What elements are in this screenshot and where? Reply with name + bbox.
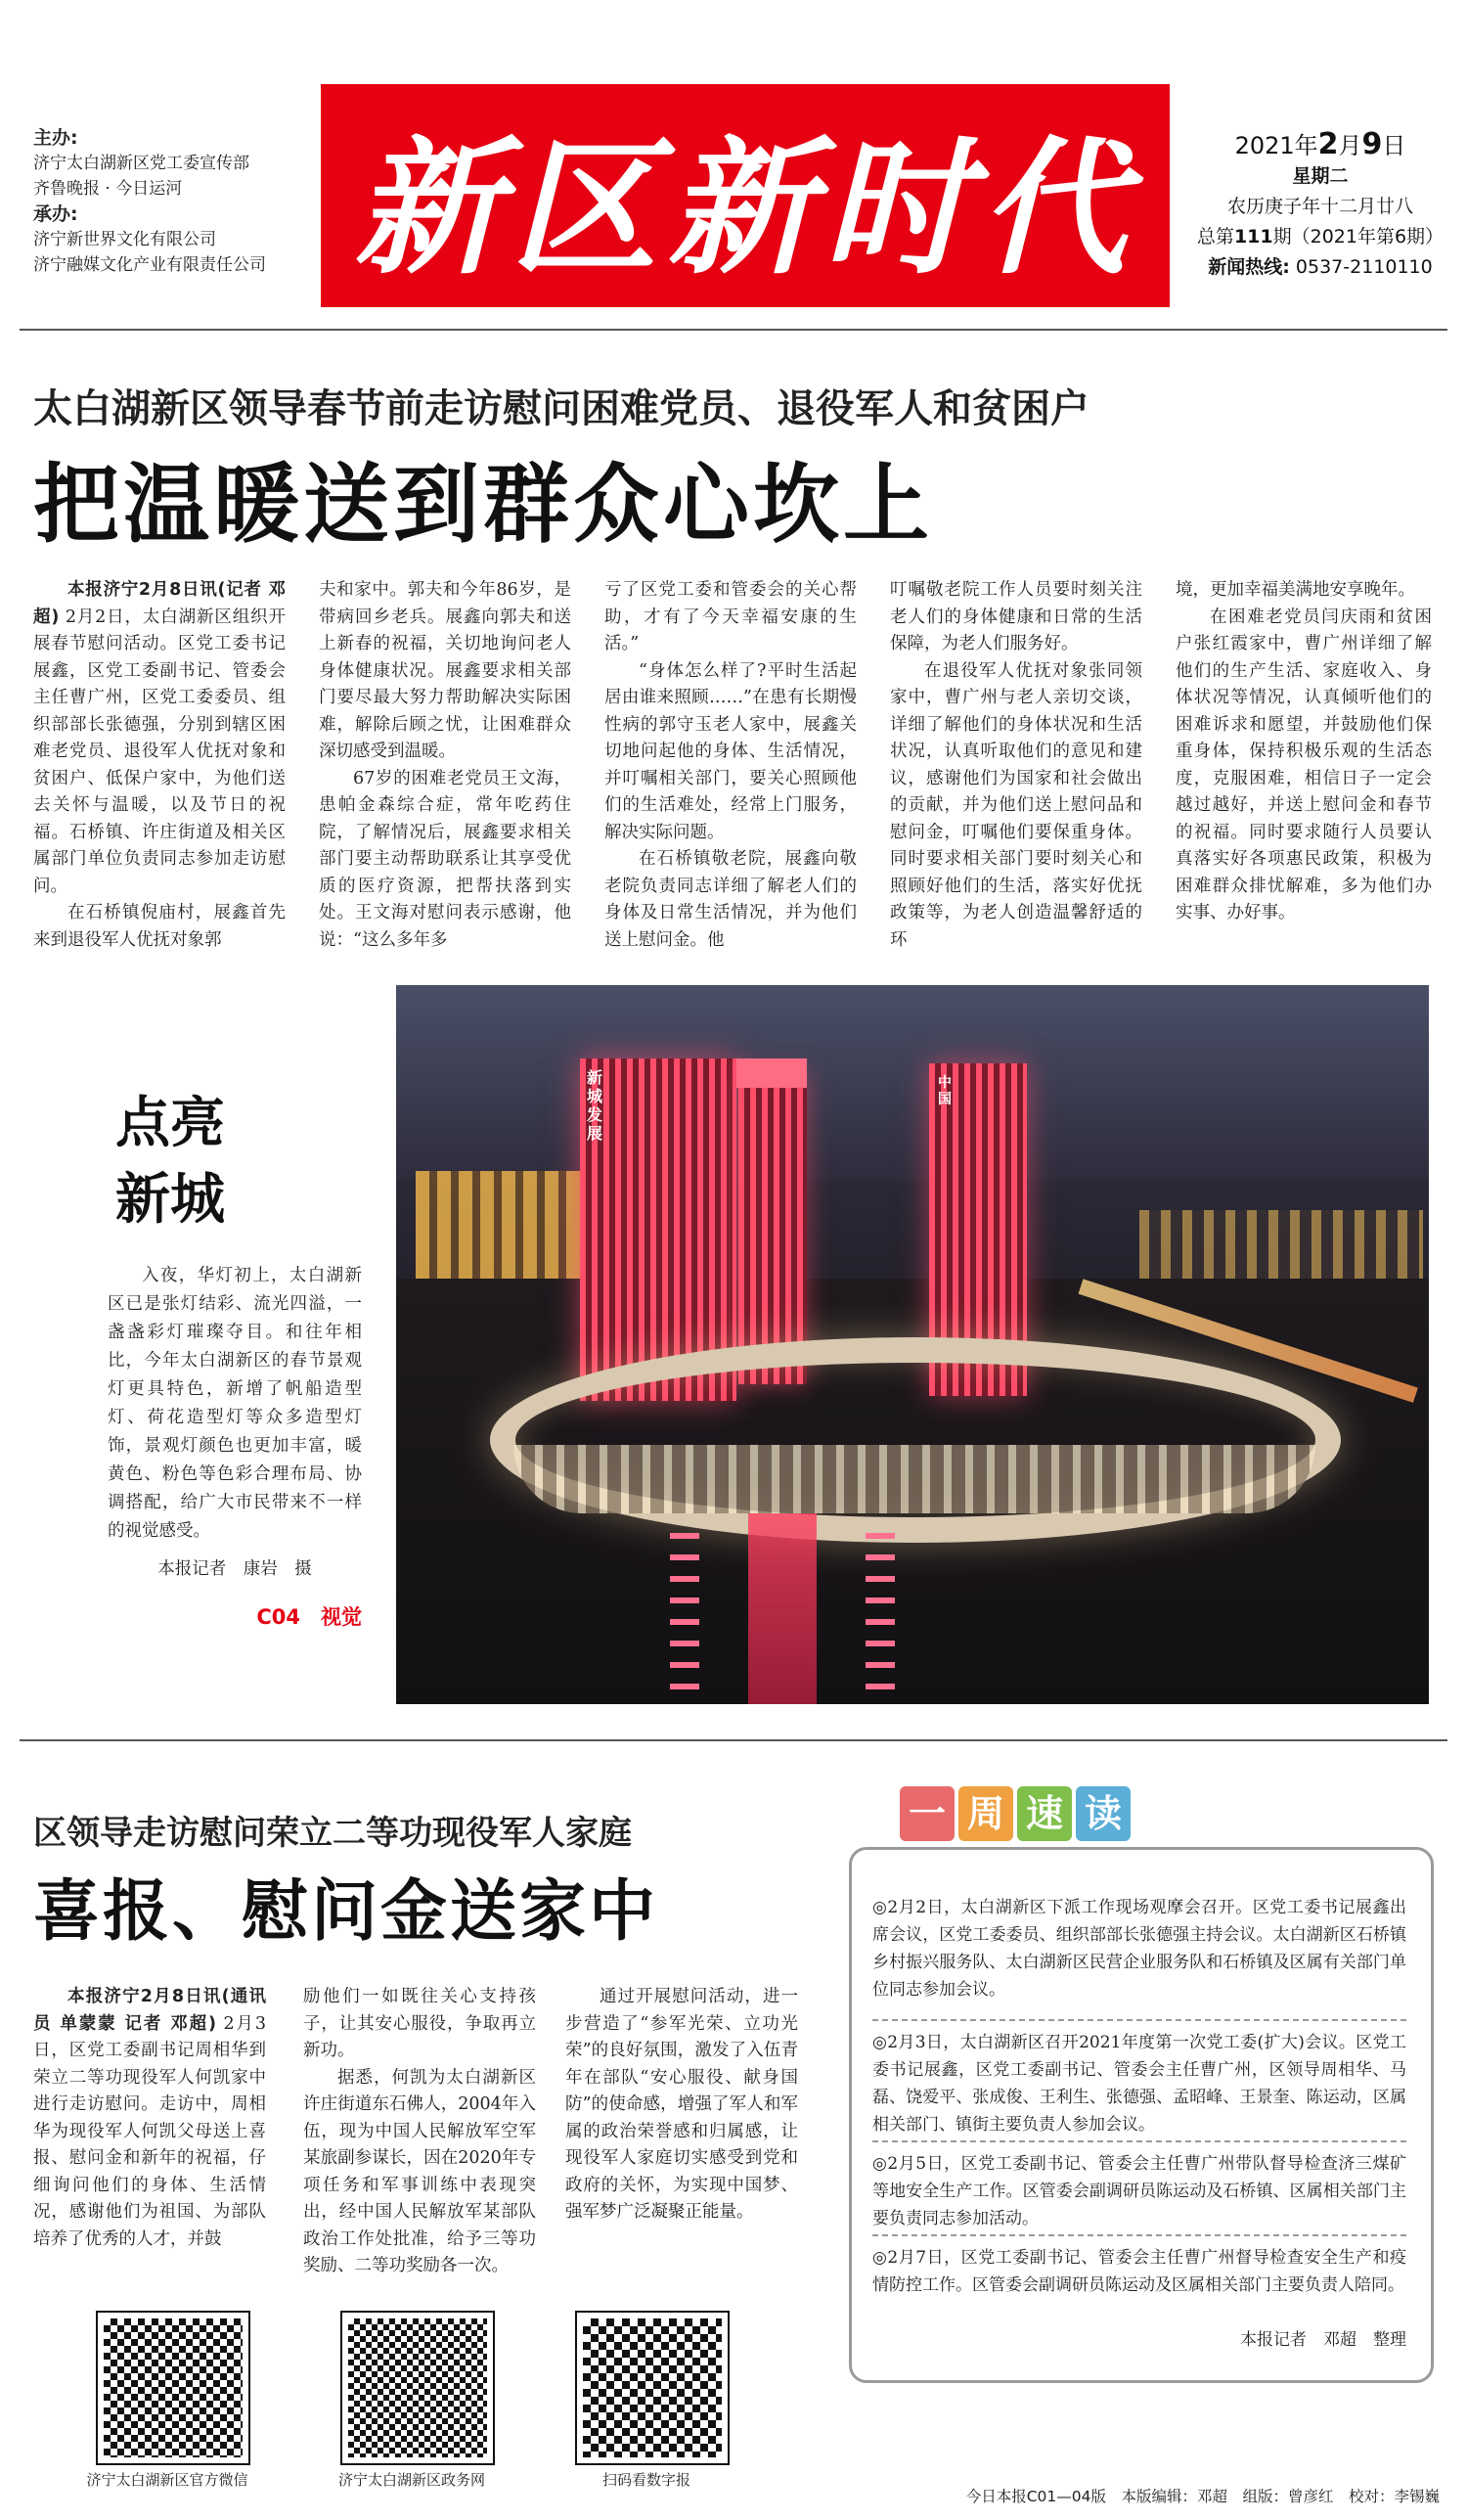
story1-col2-p1: 夫和家中。郭夫和今年86岁，是带病回乡老兵。展鑫向郭夫和送上新春的祝福，关切地询问老人身体健康状况。展鑫要求相关部门要尽最大努力帮助解决实际困难，解除后顾之忧，让困难群众深切感受到温暖。 xyxy=(319,580,571,761)
story1-col1-p1: 2月2日，太白湖新区组织开展春节慰问活动。区党工委书记展鑫，区党工委副书记、管委会主任曹广州，区党工委委员、组织部部长张德强，分别到辖区困难老党员、退役军人优抚对象和贫困户、低保户家中，为他们送去关怀与温暖，以及节日的祝福。石桥镇、许庄街道及相关区属部门单位负责同志参加走访慰问。 xyxy=(33,607,286,896)
date-day-unit: 日 xyxy=(1382,132,1406,159)
feature-ref-page: C04 xyxy=(256,1605,300,1629)
feature-title-line-1: 点亮 xyxy=(115,1092,225,1155)
story2-column-1 xyxy=(33,1984,266,2253)
weekly-title-char-4: 读 xyxy=(1076,1786,1131,1841)
lunar-date: 农历庚子年十二月廿八 xyxy=(1226,196,1413,217)
story2-col2-p2: 据悉，何凯为太白湖新区许庄街道东石佛人，2004年入伍，现为中国人民解放军空军某旅副参谋长，因在2020年专项任务和军事训练中表现突出，经中国人民解放军某部队政治工作处批准，给予三等功奖励、二等功奖励各一次。 xyxy=(303,2067,536,2275)
story1-headline: 把温暖送到群众心坎上 xyxy=(33,454,934,555)
story1-col5-p2: 在困难老党员闫庆雨和贫困户张红霞家中，曹广州详细了解他们的生产生活、家庭收入、身体状况等情况，认真倾听他们的困难诉求和愿望，并鼓励他们保重身体，保持积极乐观的生活态度，克服困难，相信日子一定会越过越好，并送上慰问金和春节的祝福。同时要求随行人员要认真落实好各项惠民政策，积极为困难群众排忧解难，多为他们办实事、办好事。 xyxy=(1176,607,1432,922)
masthead-title: 新区新时代 xyxy=(353,122,1136,294)
weekly-divider xyxy=(872,2019,1406,2021)
qr-wechat-caption: 济宁太白湖新区官方微信 xyxy=(86,2471,248,2489)
weekly-title-char-1: 一 xyxy=(900,1786,955,1841)
story2-column-2 xyxy=(303,1984,536,2280)
qr-wechat[interactable] xyxy=(98,2313,248,2463)
page-footer: 今日本报C01—04版 本版编辑：邓超 组版：曾彦红 校对：李锡巍 xyxy=(965,2488,1440,2505)
story1-col5-p1: 境，更加幸福美满地安享晚年。 xyxy=(1176,580,1415,600)
story1-column-4 xyxy=(890,577,1142,954)
feature-credit: 本报记者 康岩 摄 xyxy=(157,1559,312,1579)
organizer-line-1: 济宁新世界文化有限公司 xyxy=(33,230,216,249)
date-block xyxy=(1193,129,1447,283)
weekly-item-1: ◎2月2日，太白湖新区下派工作现场观摩会召开。区党工委书记展鑫出席会议，区党工委委员、组织部部长张德强主持会议。太白湖新区石桥镇乡村振兴服务队、太白湖新区民营企业服务队和石桥镇及区属有关部门单位同志参加会议。 xyxy=(872,1898,1406,2000)
organizer-label: 承办: xyxy=(33,203,78,225)
weekly-title xyxy=(900,1786,1131,1841)
story1-column-1 xyxy=(33,577,286,954)
photo-skyline-left xyxy=(416,1171,582,1279)
story2-col1-p1: 2月3日，区党工委副书记周相华到荣立二等功现役军人何凯家中进行走访慰问。走访中，周相华为现役军人何凯父母送上喜报、慰问金和新年的祝福，仔细询问他们的身体、生活情况，感谢他们为祖国、为部队培养了优秀的人才，并鼓 xyxy=(33,2013,266,2249)
organizer-line-2: 济宁融媒文化产业有限责任公司 xyxy=(33,255,266,275)
story2-kicker: 区领导走访慰问荣立二等功现役军人家庭 xyxy=(33,1814,632,1853)
qr-gov-site-caption: 济宁太白湖新区政务网 xyxy=(337,2471,485,2489)
weekly-title-char-3: 速 xyxy=(1017,1786,1072,1841)
date-month: 2 xyxy=(1317,127,1339,161)
issue-prefix: 总第 xyxy=(1196,226,1234,248)
story1-column-2 xyxy=(319,577,571,954)
story1-col3-p2: “身体怎么样了?平时生活起居由谁来照顾……”在患有长期慢性病的郭守玉老人家中，展鑫关切地问起他的身体、生活情况，并叮嘱相关部门，要关心照顾他们的生活难处，经常上门服务，解决实际问题。 xyxy=(604,660,857,842)
weekly-item-4: ◎2月7日，区党工委副书记、管委会主任曹广州督导检查安全生产和疫情防控工作。区管委会副调研员陈运动及区属相关部门主要负责人陪同。 xyxy=(872,2248,1406,2295)
masthead-rule xyxy=(20,329,1447,331)
masthead-logo xyxy=(321,84,1170,307)
qr-code-icon xyxy=(98,2313,248,2463)
date-year: 2021年 xyxy=(1234,132,1318,159)
weekly-divider xyxy=(872,2140,1406,2142)
sponsor-line-1: 济宁太白湖新区党工委宣传部 xyxy=(33,154,249,173)
photo-road-lights-left xyxy=(670,1533,699,1704)
feature-text: 入夜，华灯初上，太白湖新区已是张灯结彩、流光四溢，一盏盏彩灯璀璨夺目。和往年相比，今年太白湖新区的春节景观灯更具特色，新增了帆船造型灯、荷花造型灯等众多造型灯饰，景观灯颜色也更加丰富，暖黄色、粉色等色彩合理布局、协调搭配，给广大市民带来不一样的视觉感受。 xyxy=(108,1266,362,1541)
photo-tower-right-sign: 中国 xyxy=(938,1075,952,1107)
weekly-credit: 本报记者 邓超 整理 xyxy=(1240,2330,1406,2350)
feature-title xyxy=(115,1086,311,1238)
hotline-label: 新闻热线: xyxy=(1208,256,1290,278)
issue-number: 111 xyxy=(1233,226,1273,248)
photo-central-road xyxy=(748,1513,817,1704)
story1-lead: 本报济宁2月8日讯(记者 邓超) xyxy=(33,580,286,627)
weekly-divider xyxy=(872,2234,1406,2236)
photo-ring-facade xyxy=(513,1445,1315,1513)
story1-col3-p1: 亏了区党工委和管委会的关心帮助，才有了今天幸福安康的生活。” xyxy=(604,580,857,653)
weekday: 星期二 xyxy=(1292,165,1349,187)
night-city-photo xyxy=(396,985,1429,1704)
photo-sky xyxy=(396,985,1429,1181)
feature-ref-section: 视觉 xyxy=(321,1605,362,1629)
story2-column-3 xyxy=(565,1984,798,2227)
date-day: 9 xyxy=(1361,127,1383,161)
qr-code-icon xyxy=(577,2313,728,2463)
story1-col1-p2: 在石桥镇倪庙村，展鑫首先来到退役军人优抚对象郭 xyxy=(33,903,286,950)
weekly-item-3: ◎2月5日，区党工委副书记、管委会主任曹广州带队督导检查济三煤矿等地安全生产工作。区管委会副调研员陈运动及石桥镇、区属相关部门主要负责同志参加活动。 xyxy=(872,2154,1406,2228)
sponsor-line-2: 齐鲁晚报 · 今日运河 xyxy=(33,179,183,199)
story1-column-5 xyxy=(1176,577,1432,927)
qr-gov-site[interactable] xyxy=(342,2313,493,2463)
story2-lead: 本报济宁2月8日讯(通讯员 单蒙蒙 记者 邓超) xyxy=(33,1987,266,2034)
hotline-number: 0537-2110110 xyxy=(1295,256,1433,278)
feature-title-line-2: 新城 xyxy=(115,1168,225,1232)
qr-code-icon xyxy=(342,2313,493,2463)
story1-col4-p1: 叮嘱敬老院工作人员要时刻关注老人们的身体健康和日常的生活保障，为老人们服务好。 xyxy=(890,580,1142,653)
qr-digital-paper[interactable] xyxy=(577,2313,728,2463)
story1-col4-p2: 在退役军人优抚对象张同领家中，曹广州与老人亲切交谈，详细了解他们的身体状况和生活状况，认真听取他们的意见和建议，感谢他们为国家和社会做出的贡献，并为他们送上慰问品和慰问金，叮嘱他们要保重身体。同时要求相关部门要时刻关心和照顾好他们的生活，落实好优抚政策等，为老人创造温馨舒适的环 xyxy=(890,660,1142,950)
story1-column-3 xyxy=(604,577,857,954)
photo-skyline-right xyxy=(1139,1210,1423,1279)
sponsor-label: 主办: xyxy=(33,127,78,149)
photo-road-lights-right xyxy=(866,1533,895,1704)
section-rule xyxy=(20,1739,1447,1741)
weekly-item-2: ◎2月3日，太白湖新区召开2021年度第一次党工委(扩大)会议。区党工委书记展鑫，区党工委副书记、管委会主任曹广州，区领导周相华、马磊、饶爱平、张成俊、王利生、张德强、孟昭峰、王景奎、陈运动，区属相关部门、镇街主要负责人参加会议。 xyxy=(872,2033,1406,2135)
story1-col2-p2: 67岁的困难老党员王文海，患帕金森综合症，常年吃药住院，了解情况后，展鑫要求相关部门要主动帮助联系让其享受优质的医疗资源，把帮扶落到实处。王文海对慰问表示感谢，他说：“这么多年多 xyxy=(319,768,571,950)
story2-col3-p2: 通过开展慰问活动，进一步营造了“参军光荣、立功光荣”的良好氛围，激发了入伍青年在部队“安心服役、献身国防”的使命感，增强了军人和军属的政治荣誉感和归属感，让现役军人家庭切实感受到党和政府的关怀，为实现中国梦、强军梦广泛凝聚正能量。 xyxy=(565,1987,798,2222)
story2-col2-p1: 励他们一如既往关心支持孩子，让其安心服役，争取再立新功。 xyxy=(303,1987,536,2060)
story1-kicker: 太白湖新区领导春节前走访慰问困难党员、退役军人和贫困户 xyxy=(33,386,1089,431)
sponsor-block xyxy=(33,125,327,278)
feature-caption xyxy=(108,1262,362,1632)
story2-headline: 喜报、慰问金送家中 xyxy=(33,1873,659,1951)
weekly-title-char-2: 周 xyxy=(958,1786,1013,1841)
story1-col3-p3: 在石桥镇敬老院，展鑫向敬老院负责同志详细了解老人们的身体及日常生活情况，并为他们送上慰问金。他 xyxy=(604,849,857,950)
photo-tower-left-sign: 新城发展 xyxy=(586,1068,602,1143)
qr-digital-paper-caption: 扫码看数字报 xyxy=(601,2471,690,2489)
issue-suffix: 期（2021年第6期） xyxy=(1272,226,1445,248)
date-month-unit: 月 xyxy=(1338,132,1362,159)
